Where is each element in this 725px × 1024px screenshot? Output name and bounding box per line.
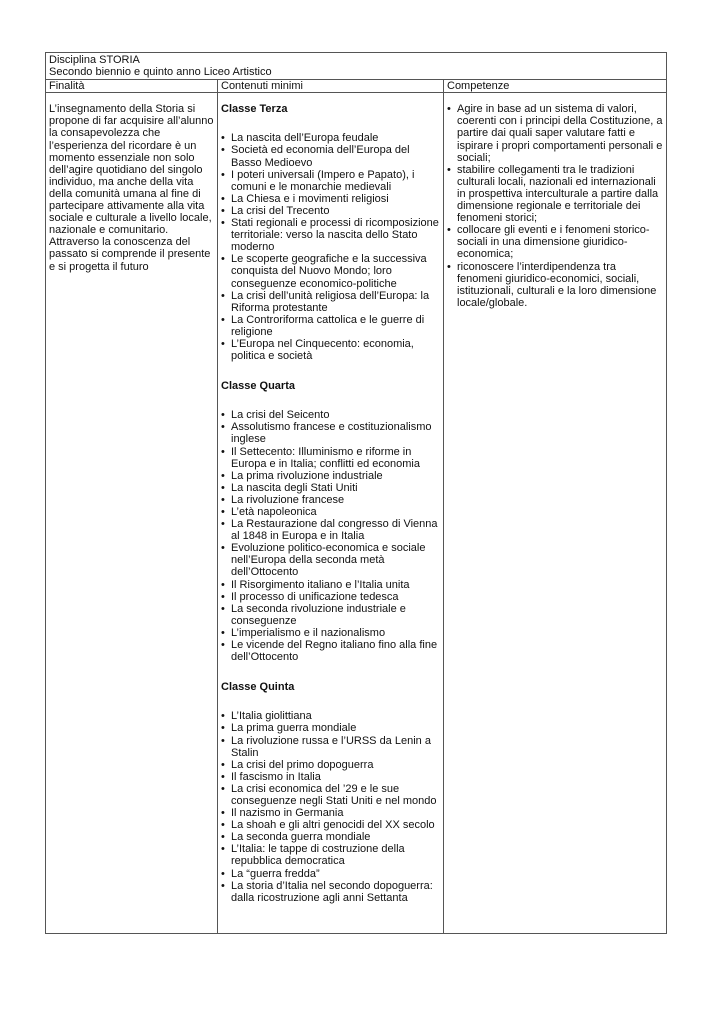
list-item: • La Chiesa e i movimenti religiosi: [221, 193, 440, 205]
header-row: [46, 53, 667, 80]
column-header-contenuti: Contenuti minimi: [218, 80, 444, 93]
competenze-cell: [444, 93, 667, 934]
subject-title: Disciplina STORIA: [49, 54, 140, 66]
course-subtitle: Secondo biennio e quinto anno Liceo Artistico: [49, 66, 272, 79]
list-item: • L’imperialismo e il nazionalismo: [221, 627, 440, 639]
section-list: [221, 409, 440, 663]
list-item: • L’Italia: le tappe di costruzione della repubblica democratica: [221, 843, 440, 867]
section-title: Classe Terza: [221, 103, 288, 116]
list-item: • La crisi del Seicento: [221, 409, 440, 421]
sections-container: [221, 103, 440, 904]
list-item: • Il fascismo in Italia: [221, 771, 440, 783]
list-item: • Assolutismo francese e costituzionalismo inglese: [221, 421, 440, 445]
list-item: • Società ed economia dell’Europa del Basso Medioevo: [221, 144, 440, 168]
list-item: • Il processo di unificazione tedesca: [221, 591, 440, 603]
list-item: • La storia d’Italia nel secondo dopoguerra: dalla ricostruzione agli anni Settanta: [221, 880, 440, 904]
list-item: • L’Europa nel Cinquecento: economia, politica e società: [221, 338, 440, 362]
finalita-text: L’insegnamento della Storia si propone di far acquisire all’alunno la consapevolezza che l’esperienza del ricordare è un momento essenziale non solo dell’agire quotidiano del singolo individuo, ma anche della vita della comunità umana al fine di partecipare attivamente alla vita sociale e culturale a livello locale, nazionale e comunitario. Attraverso la conoscenza del passato si comprende il presente e si progetta il futuro: [49, 103, 214, 273]
list-item: • La Restaurazione dal congresso di Vienna al 1848 in Europa e in Italia: [221, 518, 440, 542]
list-item: • La rivoluzione russa e l’URSS da Lenin a Stalin: [221, 735, 440, 759]
list-item: • La “guerra fredda”: [221, 868, 440, 880]
list-item: • L’età napoleonica: [221, 506, 440, 518]
list-item: • La seconda rivoluzione industriale e conseguenze: [221, 603, 440, 627]
list-item: • La shoah e gli altri genocidi del XX secolo: [221, 819, 440, 831]
list-item: • La nascita degli Stati Uniti: [221, 482, 440, 494]
list-item: • La rivoluzione francese: [221, 494, 440, 506]
list-item: • La prima guerra mondiale: [221, 722, 440, 734]
list-item: • La crisi del Trecento: [221, 205, 440, 217]
list-item: • La crisi dell’unità religiosa dell’Europa: la Riforma protestante: [221, 290, 440, 314]
list-item: • La prima rivoluzione industriale: [221, 470, 440, 482]
header-cell: [46, 53, 667, 80]
list-item: • Il Settecento: Illuminismo e riforme in Europa e in Italia; conflitti ed economia: [221, 446, 440, 470]
list-item: • La crisi del primo dopoguerra: [221, 759, 440, 771]
finalita-cell: [46, 93, 218, 934]
list-item: • Il Risorgimento italiano e l’Italia unita: [221, 579, 440, 591]
list-item: • Stati regionali e processi di ricomposizione territoriale: verso la nascita dello Stato moderno: [221, 217, 440, 253]
list-item: • Il nazismo in Germania: [221, 807, 440, 819]
competenza-item: • Agire in base ad un sistema di valori, coerenti con i principi della Costituzione, a partire dai quali saper valutare fatti e ispirare i propri comportamenti personali e sociali;: [447, 103, 663, 163]
competenze-list: [447, 103, 663, 309]
column-header-finalita: Finalità: [46, 80, 218, 93]
competenza-item: • riconoscere l’interdipendenza tra fenomeni giuridico-economici, sociali, istituzionali, culturali e la loro dimensione locale/globale.: [447, 261, 663, 309]
column-header-competenze: Competenze: [444, 80, 667, 93]
list-item: • La seconda guerra mondiale: [221, 831, 440, 843]
contenuti-cell: [218, 93, 444, 934]
list-item: • La nascita dell’Europa feudale: [221, 132, 440, 144]
column-header-row: [46, 80, 667, 93]
list-item: • Evoluzione politico-economica e sociale nell’Europa della seconda metà dell’Ottocento: [221, 542, 440, 578]
section-title: Classe Quinta: [221, 681, 295, 694]
content-row: [46, 93, 667, 934]
list-item: • La Controriforma cattolica e le guerre di religione: [221, 314, 440, 338]
list-item: • Le vicende del Regno italiano fino alla fine dell’Ottocento: [221, 639, 440, 663]
competenza-item: • stabilire collegamenti tra le tradizioni culturali locali, nazionali ed internazionali in prospettiva interculturale a partire dalla dimensione regionale e territoriale dei fenomeni storici;: [447, 164, 663, 224]
section-list: [221, 710, 440, 904]
list-item: • La crisi economica del ’29 e le sue conseguenze negli Stati Uniti e nel mondo: [221, 783, 440, 807]
list-item: • Le scoperte geografiche e la successiva conquista del Nuovo Mondo; loro conseguenze economico-politiche: [221, 253, 440, 289]
competenza-item: • collocare gli eventi e i fenomeni storico-sociali in una dimensione giuridico-economica;: [447, 224, 663, 260]
list-item: • L’Italia giolittiana: [221, 710, 440, 722]
list-item: • I poteri universali (Impero e Papato), i comuni e le monarchie medievali: [221, 169, 440, 193]
section-list: [221, 132, 440, 362]
curriculum-table: [45, 52, 667, 934]
section-title: Classe Quarta: [221, 380, 295, 393]
